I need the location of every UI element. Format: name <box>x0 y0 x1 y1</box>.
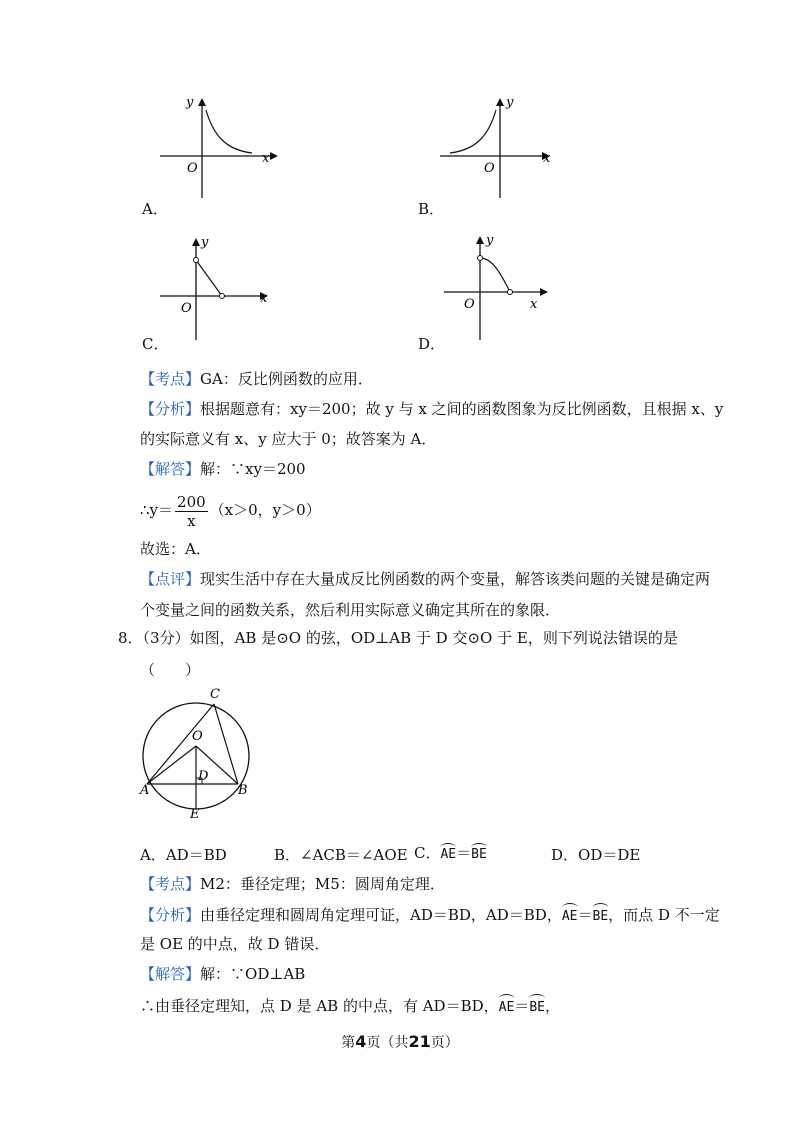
jieda-tag: 【解答】 <box>140 965 201 983</box>
graph-c-label: C． <box>142 335 169 353</box>
label-e: E <box>190 807 200 820</box>
graph-a <box>150 90 280 200</box>
jieda-tag: 【解答】 <box>140 460 201 478</box>
q7-dianping-cont: 个变量之间的函数关系，然后利用实际意义确定其所在的象限． <box>140 601 561 619</box>
q7-dianping <box>140 569 710 589</box>
q7-fenxi <box>140 399 723 419</box>
q7-choose: 故选：A． <box>140 540 211 558</box>
fraction-denominator: x <box>187 511 196 530</box>
fenxi-tag: 【分析】 <box>140 906 201 924</box>
kaodian-tag: 【考点】 <box>140 370 201 388</box>
footer-suffix: 页） <box>430 1035 459 1051</box>
graph-a-y-label: y <box>186 95 194 110</box>
q8-option-b: B．∠ACB＝∠AOE <box>274 846 408 864</box>
dianping-tag: 【点评】 <box>140 570 201 588</box>
q8-stem-paren: （ ） <box>140 661 201 679</box>
formula-prefix: ∴y＝ <box>140 501 174 519</box>
fraction-numerator: 200 <box>177 492 206 511</box>
fenxi-equal: ＝ <box>577 906 593 924</box>
arc-ae: AE <box>562 903 578 927</box>
q8-fenxi-cont: 是 OE 的中点，故 D 错误． <box>140 935 330 953</box>
graph-b-y-label: y <box>506 95 514 110</box>
graph-c-origin: O <box>181 301 192 316</box>
graph-b-label: B． <box>418 200 445 218</box>
label-c: C <box>210 687 220 702</box>
graph-c <box>150 232 280 342</box>
arc-be: BE <box>529 994 545 1018</box>
arc-ae: AE <box>499 994 515 1018</box>
graph-c-x-label: x <box>260 291 268 306</box>
q8-stem: 8．（3分）如图，AB 是⊙O 的弦，OD⊥AB 于 D 交⊙O 于 E，则下列说法错误的是 <box>118 629 678 647</box>
jieda-text: 解：∵OD⊥AB <box>200 965 306 983</box>
graph-b-x-label: x <box>543 151 551 166</box>
graph-a-label: A． <box>142 200 168 218</box>
graph-d-x-label: x <box>530 297 538 312</box>
formula-suffix: （x＞0，y＞0） <box>209 501 321 519</box>
q7-solution-formula <box>140 492 321 530</box>
q7-kaodian <box>140 369 373 389</box>
q7-fenxi-cont: 的实际意义有 x、y 应大于 0；故答案为 A． <box>140 430 437 448</box>
option-c-equal: ＝ <box>456 844 472 862</box>
q8-option-d: D．OD＝DE <box>551 846 641 864</box>
last-line-text: ∴由垂径定理知，点 D 是 AB 的中点，有 AD＝BD， <box>140 997 499 1015</box>
graph-b <box>430 90 560 200</box>
label-b: B <box>238 783 248 798</box>
graph-a-origin: O <box>187 161 198 176</box>
q8-last-line <box>140 994 560 1018</box>
fraction <box>175 493 208 530</box>
footer-total-pages: 21 <box>408 1032 431 1051</box>
q8-option-a: A．AD＝BD <box>140 846 227 864</box>
graph-d-origin: O <box>464 297 475 312</box>
fenxi-line-1: 根据题意有：xy＝200；故 y 与 x 之间的函数图象为反比例函数，且根据 x、y <box>200 400 724 418</box>
option-c-prefix: C． <box>414 844 441 862</box>
kaodian-text: M2：垂径定理；M5：圆周角定理． <box>200 875 445 893</box>
label-o: O <box>192 729 203 744</box>
footer-page-number: 4 <box>355 1032 367 1051</box>
q8-kaodian <box>140 874 445 894</box>
fenxi-line-1: 由垂径定理和圆周角定理可证，AD＝BD，AD＝BD， <box>200 906 562 924</box>
jieda-text: 解：∵xy＝200 <box>200 460 306 478</box>
q7-jieda <box>140 459 306 479</box>
graph-a-x-label: x <box>262 151 270 166</box>
q8-option-c <box>414 842 487 863</box>
footer-prefix: 第 <box>341 1035 356 1051</box>
fenxi-tag: 【分析】 <box>140 400 201 418</box>
footer-mid: 页（共 <box>366 1035 409 1051</box>
arc-be: BE <box>593 903 609 927</box>
page-footer <box>0 1032 800 1052</box>
q8-fenxi <box>140 903 720 927</box>
kaodian-text: GA：反比例函数的应用． <box>200 370 373 388</box>
arc-ae: AE <box>440 843 456 862</box>
last-equal: ＝ <box>514 997 530 1015</box>
graph-d-label: D． <box>418 335 446 353</box>
kaodian-tag: 【考点】 <box>140 875 201 893</box>
graph-d-y-label: y <box>486 233 494 248</box>
dianping-line-1: 现实生活中存在大量成反比例函数的两个变量，解答该类问题的关键是确定两 <box>200 570 711 588</box>
arc-be: BE <box>471 843 487 862</box>
graph-d <box>430 232 560 342</box>
q8-circle-figure <box>136 684 266 820</box>
q8-jieda <box>140 964 305 984</box>
graph-c-y-label: y <box>201 235 209 250</box>
last-end: ， <box>544 997 560 1015</box>
label-a: A <box>140 783 150 798</box>
fenxi-line-1-end: ，而点 D 不一定 <box>608 906 720 924</box>
graph-b-origin: O <box>484 161 495 176</box>
label-d: D <box>198 769 209 784</box>
